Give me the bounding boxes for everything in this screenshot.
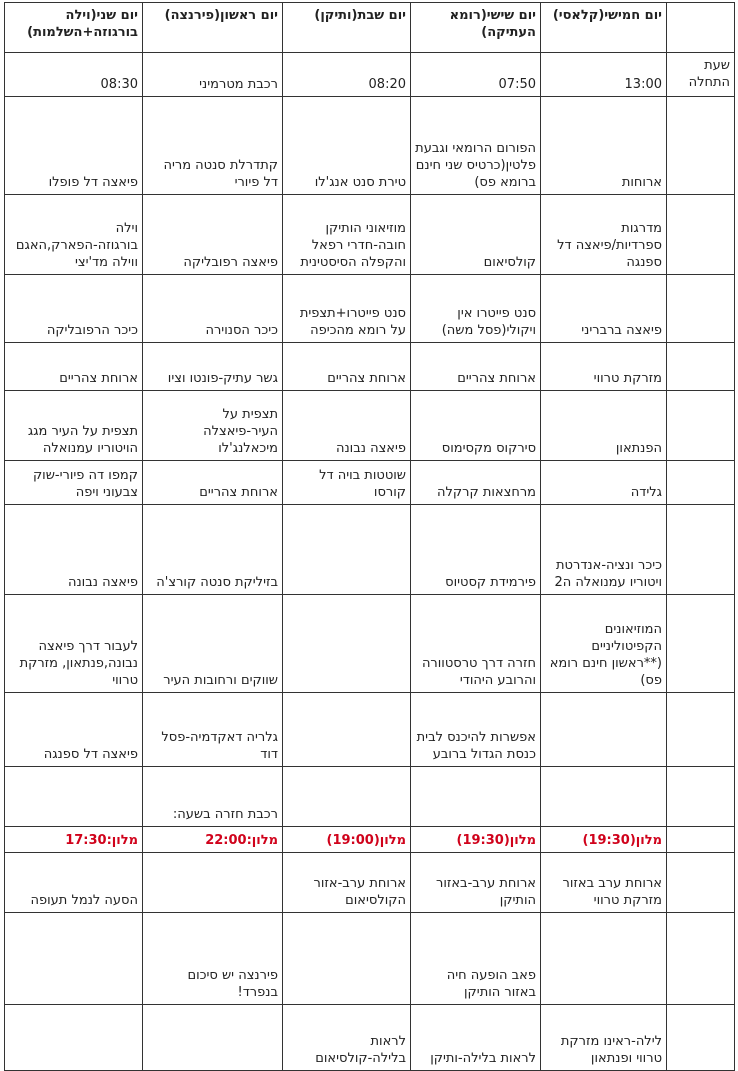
activity-cell: לראות בלילה-קולסיאום [283,1005,411,1071]
activity-cell: ארוחת ערב-אזור הקולסיאום [283,853,411,913]
row-label-cell [667,391,735,461]
activity-cell: פירנצה יש סיכום בנפרד! [143,913,283,1005]
activity-cell: כיכר הסנוירה [143,275,283,343]
activity-cell: מדרגות ספרדיות/פיאצה דל ספנגה [541,195,667,275]
header-day-friday: יום שישי(רומא העתיקה) [411,3,541,53]
activity-cell: גלידה [541,461,667,505]
activity-cell: 08:20 [283,53,411,97]
activity-cell: סנט פייטרו+תצפית על רומא מהכיפה [283,275,411,343]
activity-cell: תצפית על העיר-פיאצלה מיכאלנג'לו [143,391,283,461]
table-row [5,53,735,97]
table-row [5,693,735,767]
table-row [5,767,735,827]
activity-cell: פיאצה נבונה [5,505,143,595]
activity-cell: 13:00 [541,53,667,97]
row-label-cell [667,97,735,195]
activity-cell [541,693,667,767]
activity-cell: ארוחת ערב באזור מזרקת טרווי [541,853,667,913]
activity-cell: הפנתאון [541,391,667,461]
activity-cell: קמפו דה פיורי-שוק צבעוני ויפה [5,461,143,505]
activity-cell: שוטטות בויה דל קורסו [283,461,411,505]
table-row [5,391,735,461]
table-row [5,461,735,505]
row-label-cell [667,913,735,1005]
row-label-cell [667,595,735,693]
activity-cell: טירת סנט אנג'לו [283,97,411,195]
hotel-time-cell: מלון(19:30) [411,827,541,853]
header-label-cell [667,3,735,53]
activity-cell: פיאצה רפובליקה [143,195,283,275]
row-label-cell [667,693,735,767]
activity-cell: המוזיאונים הקפיטוליניים (**ראשון חינם רומא פס) [541,595,667,693]
hotel-time-cell: מלון:22:00 [143,827,283,853]
table-row [5,853,735,913]
row-label-cell [667,461,735,505]
activity-cell: פיאצה נבונה [283,391,411,461]
row-label-cell [667,195,735,275]
activity-cell [283,595,411,693]
activity-cell: קולסיאום [411,195,541,275]
table-row [5,195,735,275]
activity-cell: פיאצה ברבריני [541,275,667,343]
activity-cell: לילה-ראינו מזרקת טרווי ופנתאון [541,1005,667,1071]
activity-cell: ארוחת צהריים [143,461,283,505]
header-day-saturday: יום שבת(ותיקן) [283,3,411,53]
activity-cell: מזרקת טרווי [541,343,667,391]
activity-cell [283,505,411,595]
activity-cell: מרחצאות קרקלה [411,461,541,505]
activity-cell: אפשרות להיכנס לבית כנסת הגדול ברובע [411,693,541,767]
activity-cell [5,1005,143,1071]
activity-cell: בזיליקת סנטה קורצ'ה [143,505,283,595]
activity-cell: ארוחת ערב-באזור הותיקן [411,853,541,913]
activity-cell: תצפית על העיר מגג הויטוריו עמנואלה [5,391,143,461]
row-label-cell [667,1005,735,1071]
activity-cell: חזרה דרך טרסטוורה והרובע היהודי [411,595,541,693]
table-row [5,343,735,391]
activity-cell: ארוחת צהריים [283,343,411,391]
activity-cell [283,693,411,767]
activity-cell [5,767,143,827]
activity-cell [283,767,411,827]
hotel-time-cell: מלון:17:30 [5,827,143,853]
hotel-time-cell: מלון(19:00) [283,827,411,853]
activity-cell: ארוחות [541,97,667,195]
activity-cell: קתדרלת סנטה מריה דל פיורי [143,97,283,195]
row-label-cell [667,343,735,391]
activity-cell: גלריה דאקדמיה-פסל דוד [143,693,283,767]
activity-cell: רכבת חזרה בשעה: [143,767,283,827]
row-label-cell: שעת התחלה [667,53,735,97]
row-label-cell [667,827,735,853]
table-row [5,97,735,195]
row-label-cell [667,275,735,343]
activity-cell [411,767,541,827]
activity-cell [541,913,667,1005]
header-day-sunday: יום ראשון(פירנצה) [143,3,283,53]
table-row [5,275,735,343]
row-label-cell [667,505,735,595]
activity-cell: מוזיאוני הותיקן חובה-חדרי רפאל והקפלה הסיסטינית [283,195,411,275]
hotel-return-row [5,827,735,853]
table-row [5,595,735,693]
activity-cell [541,767,667,827]
header-day-thursday: יום חמישי(קלאסי) [541,3,667,53]
activity-cell: גשר עתיק-פונטו וציו [143,343,283,391]
table-header-row [5,3,735,53]
header-day-monday: יום שני(וילה בורגוזה+השלמות) [5,3,143,53]
activity-cell: וילה בורגוזה-הפארק,האגם ווילה מד'יצי [5,195,143,275]
hotel-time-cell: מלון(19:30) [541,827,667,853]
table-row [5,913,735,1005]
activity-cell: סנט פייטרו אין ויקולי(פסל משה) [411,275,541,343]
activity-cell: 08:30 [5,53,143,97]
activity-cell: רכבת מטרמיני [143,53,283,97]
itinerary-document [4,2,734,1071]
activity-cell: לעבור דרך פיאצה נבונה,פנתאון, מזרקת טרווי [5,595,143,693]
activity-cell: הסעה לנמל תעופה [5,853,143,913]
itinerary-table [4,2,735,1071]
activity-cell [143,853,283,913]
table-row [5,505,735,595]
activity-cell: כיכר ונציה-אנדרטת ויטוריו עמנואלה ה2 [541,505,667,595]
row-label-cell [667,767,735,827]
activity-cell: לראות בלילה-ותיקן [411,1005,541,1071]
activity-cell: ארוחת צהריים [5,343,143,391]
row-label-cell [667,853,735,913]
itinerary-table-body [5,3,735,1071]
activity-cell [283,913,411,1005]
activity-cell: פיאצה דל ספנגה [5,693,143,767]
activity-cell: פאב הופעה חיה באזור הותיקן [411,913,541,1005]
table-row [5,1005,735,1071]
activity-cell: פיאצה דל פופלו [5,97,143,195]
activity-cell: 07:50 [411,53,541,97]
activity-cell: כיכר הרפובליקה [5,275,143,343]
activity-cell [5,913,143,1005]
activity-cell: פירמידת קסטיוס [411,505,541,595]
activity-cell: שווקים ורחובות העיר [143,595,283,693]
activity-cell: ארוחת צהריים [411,343,541,391]
activity-cell [143,1005,283,1071]
activity-cell: סירקוס מקסימוס [411,391,541,461]
activity-cell: הפורום הרומאי וגבעת פלטין(כרטיס שני חינם ברומא פס) [411,97,541,195]
